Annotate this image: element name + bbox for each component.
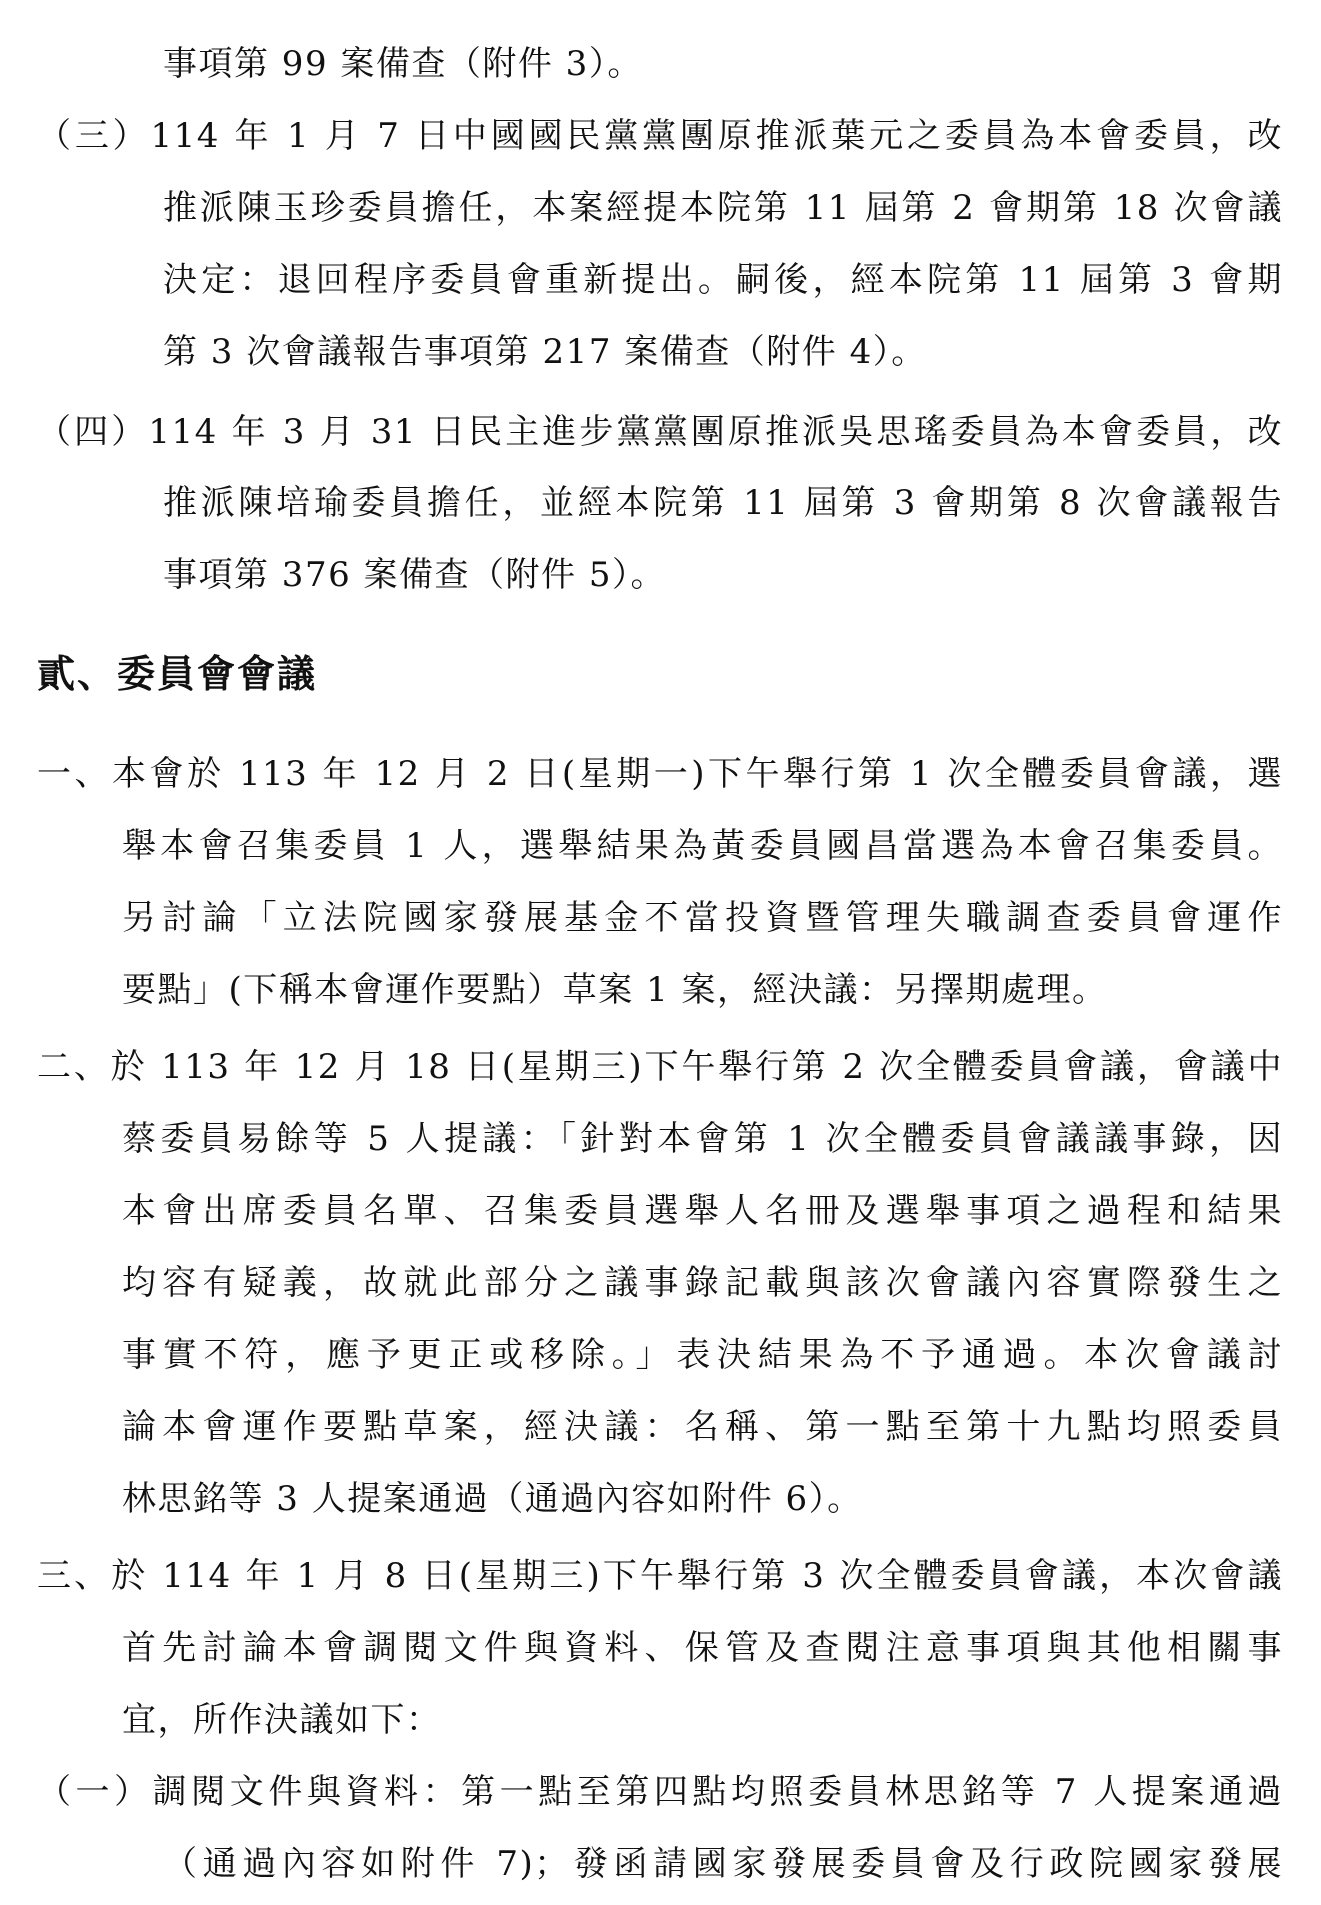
text-line: 蔡委員易餘等 5 人提議：「針對本會第 1 次全體委員會議議事錄，因 (122, 1119, 1283, 1159)
text-line: 事項第 376 案備查（附件 5）。 (163, 555, 666, 595)
text-line: 推派陳培瑜委員擔任，並經本院第 11 屆第 3 會期第 8 次會議報告 (163, 483, 1283, 523)
text-line: 要點」(下稱本會運作要點）草案 1 案，經決議：另擇期處理。 (122, 970, 1108, 1010)
text-line: 事實不符，應予更正或移除。」表決結果為不予通過。本次會議討 (122, 1335, 1283, 1375)
text-line: 均容有疑義，故就此部分之議事錄記載與該次會議內容實際發生之 (122, 1263, 1283, 1303)
text-line: 推派陳玉珍委員擔任，本案經提本院第 11 屆第 2 會期第 18 次會議 (163, 188, 1283, 228)
text-line: 二、於 113 年 12 月 18 日(星期三)下午舉行第 2 次全體委員會議，會議中 (37, 1047, 1283, 1087)
text-line: 一、本會於 113 年 12 月 2 日(星期一)下午舉行第 1 次全體委員會議，選 (37, 754, 1283, 794)
text-line: 三、於 114 年 1 月 8 日(星期三)下午舉行第 3 次全體委員會議，本次會議 (37, 1556, 1283, 1596)
text-line: 事項第 99 案備查（附件 3）。 (163, 44, 643, 84)
text-line: 決定：退回程序委員會重新提出。嗣後，經本院第 11 屆第 3 會期 (163, 260, 1283, 300)
text-line: 宜，所作決議如下： (122, 1700, 442, 1740)
text-line: （四）114 年 3 月 31 日民主進步黨黨團原推派吳思瑤委員為本會委員，改 (37, 412, 1283, 452)
text-line: （三）114 年 1 月 7 日中國國民黨黨團原推派葉元之委員為本會委員，改 (37, 116, 1283, 156)
text-line: （一）調閱文件與資料：第一點至第四點均照委員林思銘等 7 人提案通過 (37, 1772, 1283, 1812)
text-line: 第 3 次會議報告事項第 217 案備查（附件 4）。 (163, 332, 927, 372)
text-line: 論本會運作要點草案，經決議：名稱、第一點至第十九點均照委員 (122, 1407, 1283, 1447)
text-line: 林思銘等 3 人提案通過（通過內容如附件 6）。 (122, 1479, 863, 1519)
text-line: 本會出席委員名單、召集委員選舉人名冊及選舉事項之過程和結果 (122, 1191, 1283, 1231)
text-line: 舉本會召集委員 1 人，選舉結果為黃委員國昌當選為本會召集委員。 (122, 826, 1283, 866)
text-line: 另討論「立法院國家發展基金不當投資暨管理失職調查委員會運作 (122, 898, 1283, 938)
section-heading: 貳、委員會會議 (37, 651, 318, 696)
text-line: （通過內容如附件 7)；發函請國家發展委員會及行政院國家發展 (163, 1844, 1283, 1884)
text-line: 首先討論本會調閱文件與資料、保管及查閱注意事項與其他相關事 (122, 1628, 1283, 1668)
